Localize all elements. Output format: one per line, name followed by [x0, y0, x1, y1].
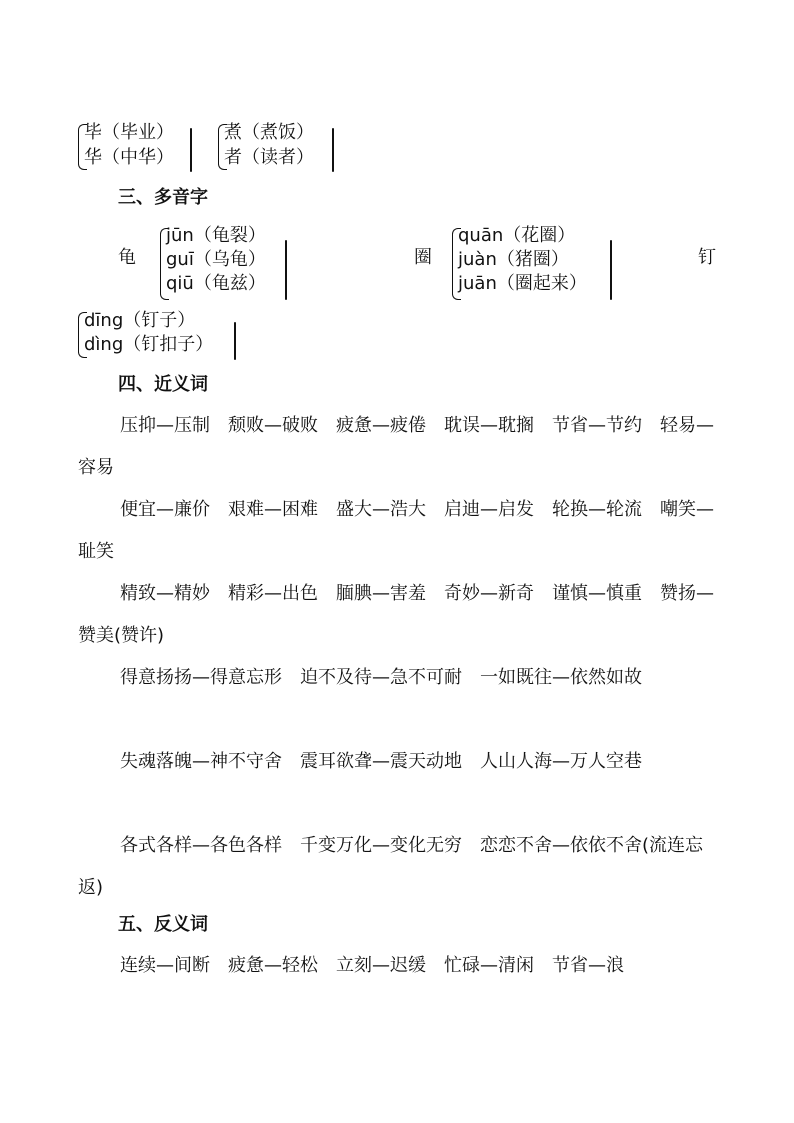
section-heading: 四、近义词	[118, 374, 208, 395]
reading: dìng（钉扣子）	[84, 334, 214, 355]
word-pair: 压抑—压制	[120, 415, 210, 436]
word-pair: 疲惫—轻松	[228, 955, 318, 976]
word-pair: 节省—节约	[552, 415, 642, 436]
word-pair: 奇妙—新奇	[444, 583, 534, 604]
word-pair: 艰难—困难	[228, 499, 318, 520]
reading: dīng（钉子）	[84, 310, 196, 331]
word-pair: 震耳欲聋—震天动地	[300, 751, 462, 772]
reading: juàn（猪圈）	[458, 249, 569, 270]
word-paragraph	[78, 405, 718, 489]
word-pair: 轻易—容易	[78, 415, 714, 478]
word-pair: 疲惫—疲倦	[336, 415, 426, 436]
word-pair: 嘲笑—耻笑	[78, 499, 714, 562]
word-pair: 各式各样—各色各样	[120, 835, 282, 856]
word-pair: 赞扬—赞美(赞许)	[78, 583, 714, 646]
word-pair: 盛大—浩大	[336, 499, 426, 520]
polyphone-char: 龟	[118, 247, 136, 268]
right-bracket	[190, 128, 192, 172]
section-heading: 三、多音字	[118, 187, 208, 208]
word-pair: 恋恋不舍—依依不舍(流连忘返)	[78, 835, 704, 898]
right-bracket	[234, 322, 236, 360]
word-pair: 腼腆—害羞	[336, 583, 426, 604]
word-pair: 忙碌—清闲	[444, 955, 534, 976]
section-heading: 五、反义词	[118, 914, 208, 935]
word-pair: 一如既往—依然如故	[480, 667, 642, 688]
word-pair: 连续—间断	[120, 955, 210, 976]
word-paragraph	[78, 825, 718, 909]
word-paragraph	[78, 741, 718, 783]
word-pair: 节省—浪	[552, 955, 624, 976]
reading: qiū（龟兹）	[166, 273, 266, 294]
polyphone-char: 钉	[698, 247, 716, 268]
right-bracket	[332, 128, 334, 172]
pair-item: 煮（煮饭）	[224, 122, 314, 143]
word-pair: 人山人海—万人空巷	[480, 751, 642, 772]
reading: guī（乌龟）	[166, 249, 266, 270]
reading: quān（花圈）	[458, 225, 576, 246]
word-pair: 千变万化—变化无穷	[300, 835, 462, 856]
word-pair: 迫不及待—急不可耐	[300, 667, 462, 688]
word-paragraph	[78, 489, 718, 573]
word-pair: 立刻—迟缓	[336, 955, 426, 976]
word-pair: 谨慎—慎重	[552, 583, 642, 604]
pair-item: 毕（毕业）	[84, 122, 174, 143]
word-paragraph	[78, 573, 718, 657]
pair-item: 华（中华）	[84, 147, 174, 168]
word-pair: 失魂落魄—神不守舍	[120, 751, 282, 772]
right-bracket	[610, 240, 612, 300]
reading: juān（圈起来）	[458, 273, 587, 294]
word-paragraph	[78, 657, 718, 699]
pair-item: 者（读者）	[224, 147, 314, 168]
word-paragraph	[78, 945, 718, 987]
reading: jūn（龟裂）	[166, 225, 266, 246]
right-bracket	[285, 240, 287, 300]
word-pair: 轮换—轮流	[552, 499, 642, 520]
word-pair: 精彩—出色	[228, 583, 318, 604]
word-pair: 启迪—启发	[444, 499, 534, 520]
word-pair: 便宜—廉价	[120, 499, 210, 520]
polyphone-char: 圈	[414, 247, 432, 268]
word-pair: 耽误—耽搁	[444, 415, 534, 436]
word-pair: 颓败—破败	[228, 415, 318, 436]
word-pair: 精致—精妙	[120, 583, 210, 604]
word-pair: 得意扬扬—得意忘形	[120, 667, 282, 688]
